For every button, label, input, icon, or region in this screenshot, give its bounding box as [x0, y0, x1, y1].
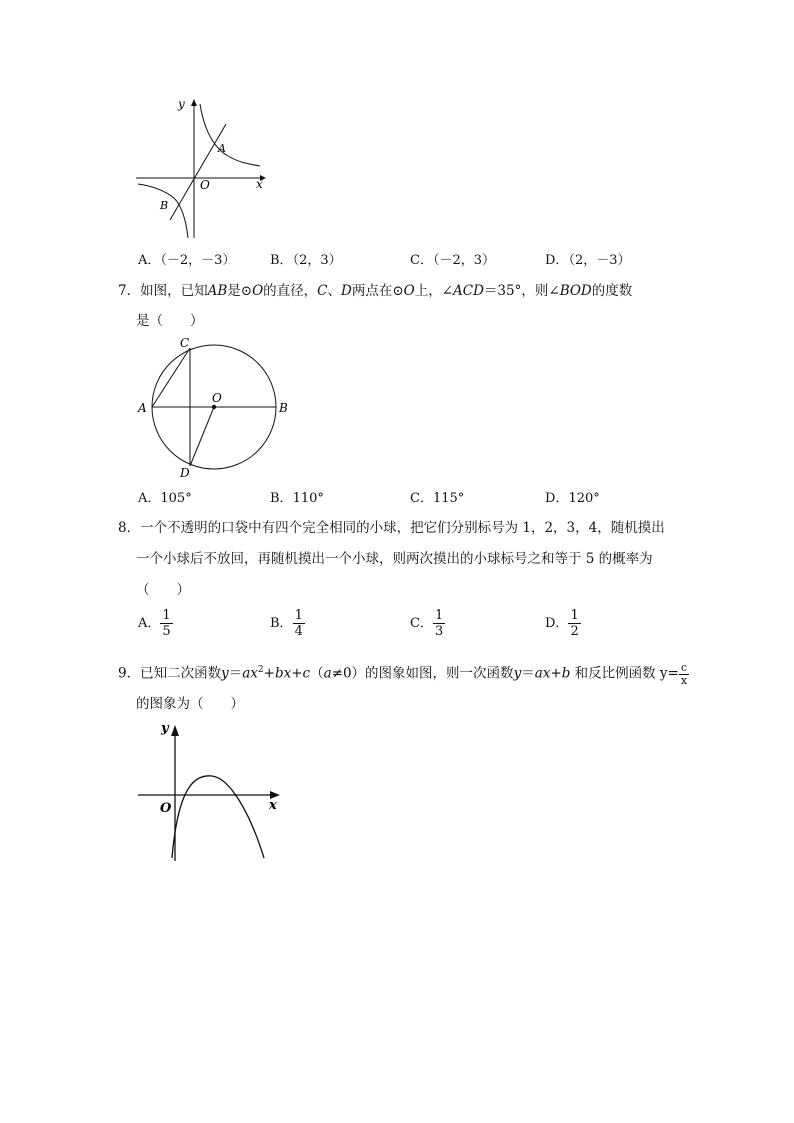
label-d: D: [180, 466, 190, 480]
q8-stem-line2: 一个小球后不放回，再随机摸出一个小球，则两次摸出的小球标号之和等于 5 的概率为: [136, 551, 653, 567]
label-y: y: [178, 97, 185, 111]
fraction: $\frac{1}{5}$: [162, 608, 171, 639]
q8-stem-line1: 8．一个不透明的口袋中有四个完全相同的小球，把它们分别标号为 1，2，3，4，随机摸出: [118, 520, 665, 536]
q7-stem-line1: 7．如图，已知AB是⊙O的直径，C、D两点在⊙O上，∠ACD＝35°，则∠BOD的度数: [118, 283, 633, 299]
label-x: x: [269, 798, 277, 813]
fraction-c-over-x: $\frac{c}{x}$: [680, 660, 688, 687]
q6-option-b[interactable]: B．（2，3）: [270, 253, 342, 268]
q7-option-b[interactable]: B．110°: [270, 491, 324, 506]
parabola: [172, 776, 264, 858]
chord-ac: [152, 348, 190, 407]
y-axis-arrow: [191, 99, 197, 106]
fraction: $\frac{1}{4}$: [294, 608, 303, 639]
q6-option-d[interactable]: D．（2，－3）: [545, 253, 631, 268]
center-dot: [212, 405, 216, 409]
q6-figure: [130, 92, 270, 242]
q9-stem-line1: 9．已知二次函数$y=ax^2+bx+c(a\ne 0)$的图象如图，则一次函数y＝ax+b 和反比例函数 y= $\frac{c}{x}$: [118, 660, 688, 687]
q7-option-d[interactable]: D．120°: [545, 491, 600, 506]
label-c: C: [180, 336, 190, 350]
label-a: A: [218, 142, 226, 155]
label-a: A: [138, 401, 147, 415]
fraction: $\frac{1}{3}$: [434, 608, 444, 639]
q7-stem-line2: 是（ ）: [136, 313, 204, 329]
q8-stem-line3: （ ）: [136, 582, 190, 598]
label-y: y: [161, 721, 169, 736]
q8-option-c[interactable]: C． $\frac{1}{3}$: [410, 608, 444, 639]
line-ab: [170, 124, 226, 220]
q6-option-a[interactable]: A．（－2，－3）: [138, 253, 236, 268]
q7-figure: [134, 332, 294, 482]
segment-od: [190, 407, 214, 466]
q8-option-b[interactable]: B． $\frac{1}{4}$: [270, 608, 303, 639]
label-o: O: [160, 801, 172, 816]
q6-option-c[interactable]: C．（－2，3）: [410, 253, 495, 268]
q8-option-a[interactable]: A． $\frac{1}{5}$: [138, 608, 171, 639]
q7-option-c[interactable]: C．115°: [410, 491, 465, 506]
q8-option-d[interactable]: D． $\frac{1}{2}$: [545, 608, 579, 639]
label-b: B: [279, 401, 288, 415]
y-axis-arrow: [171, 725, 179, 736]
label-b: B: [160, 199, 169, 212]
fraction: $\frac{1}{2}$: [570, 608, 579, 639]
label-o: O: [200, 178, 210, 192]
q7-option-a[interactable]: A．105°: [138, 491, 192, 506]
hyperbola-branch-1: [200, 104, 260, 166]
label-o: O: [212, 391, 222, 405]
label-x: x: [256, 177, 263, 191]
q9-figure: [134, 718, 284, 863]
q9-stem-line2: 的图象为（ ）: [136, 696, 244, 712]
